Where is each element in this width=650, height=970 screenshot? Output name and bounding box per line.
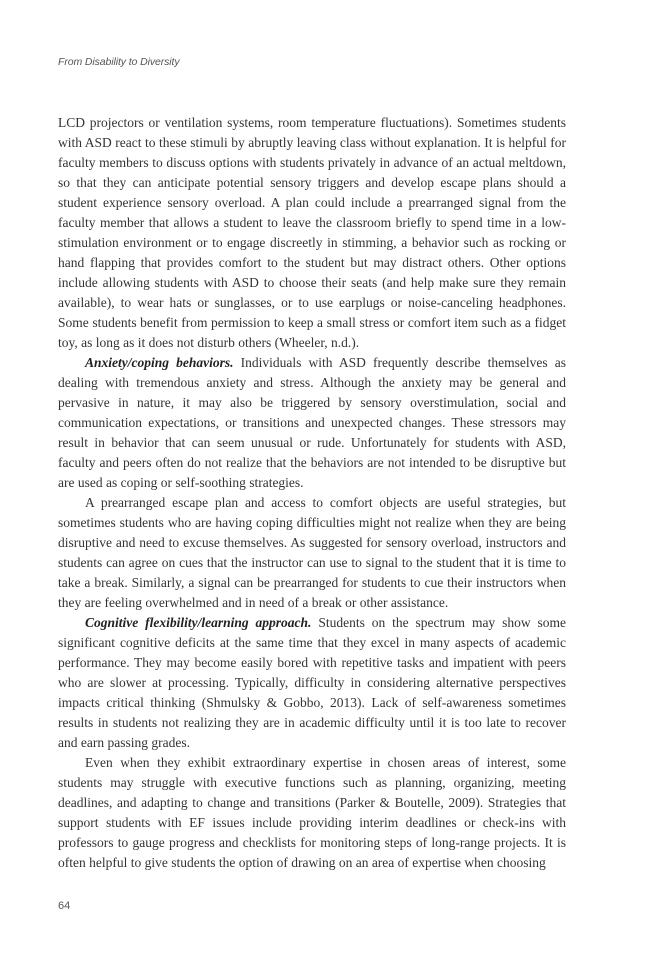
running-head: From Disability to Diversity <box>58 56 180 68</box>
page-number: 64 <box>58 900 71 912</box>
run-in-heading: Cognitive flexibility/learning approach. <box>85 615 312 630</box>
run-in-heading: Anxiety/coping behaviors. <box>85 355 234 370</box>
paragraph-text: Students on the spectrum may show some significant cognitive deficits at the same time that they excel in many aspects of academic performance. They may become easily bored with repetitive tasks and impatient with peers who are slower at processing. Typically, difficulty in considering alternative perspectives impacts critical thinking (Shmulsky & Gobbo, 2013). Lack of self-awareness sometimes results in students not realizing they are in academic difficulty until it is too late to recover and earn passing grades. <box>58 615 566 750</box>
paragraph-4 <box>58 613 566 753</box>
paragraph-text: Individuals with ASD frequently describe themselves as dealing with tremendous anxiety and stress. Although the anxiety may be general and pervasive in nature, it may also be triggered by sensory overstimulation, social and communication expectations, or transitions and unexpected changes. These stressors may result in behavior that can seem unusual or rude. Unfortunately for students with ASD, faculty and peers often do not realize that the behaviors are not intended to be disruptive but are used as coping or self-soothing strategies. <box>58 355 566 490</box>
paragraph-5 <box>58 753 566 873</box>
paragraph-3 <box>58 493 566 613</box>
paragraph-text: Even when they exhibit extraordinary expertise in chosen areas of interest, some students may struggle with executive functions such as planning, organizing, meeting deadlines, and adapting to change and transitions (Parker & Boutelle, 2009). Strategies that support students with EF issues include providing interim deadlines or check-ins with professors to gauge progress and checklists for monitoring steps of long-range projects. It is often helpful to give students the option of drawing on an area of expertise when choosing <box>58 755 566 870</box>
paragraph-2 <box>58 353 566 493</box>
paragraph-text: A prearranged escape plan and access to comfort objects are useful strategies, but sometimes students who are having coping difficulties might not realize when they are being disruptive and need to excuse themselves. As suggested for sensory overload, instructors and students can agree on cues that the instructor can use to signal to the student that it is time to take a break. Similarly, a signal can be prearranged for students to cue their instructors when they are feeling overwhelmed and in need of a break or other assistance. <box>58 495 566 610</box>
paragraph-1 <box>58 113 566 353</box>
body-text <box>58 113 566 873</box>
paragraph-text: LCD projectors or ventilation systems, room temperature fluctuations). Sometimes students with ASD react to these stimuli by abruptly leaving class without explanation. It is helpful for faculty members to discuss options with students privately in advance of an actual meltdown, so that they can anticipate potential sensory triggers and develop escape plans should a student experience sensory overload. A plan could include a prearranged signal from the faculty member that allows a student to leave the classroom briefly to spend time in a low-stimulation environment or to engage discreetly in stimming, a behavior such as rocking or hand flapping that provides comfort to the student but may distract others. Other options include allowing students with ASD to choose their seats (and help make sure they remain available), to wear hats or sunglasses, or to use earplugs or noise-canceling headphones. Some students benefit from permission to keep a small stress or comfort item such as a fidget toy, as long as it does not disturb others (Wheeler, n.d.). <box>58 115 566 350</box>
